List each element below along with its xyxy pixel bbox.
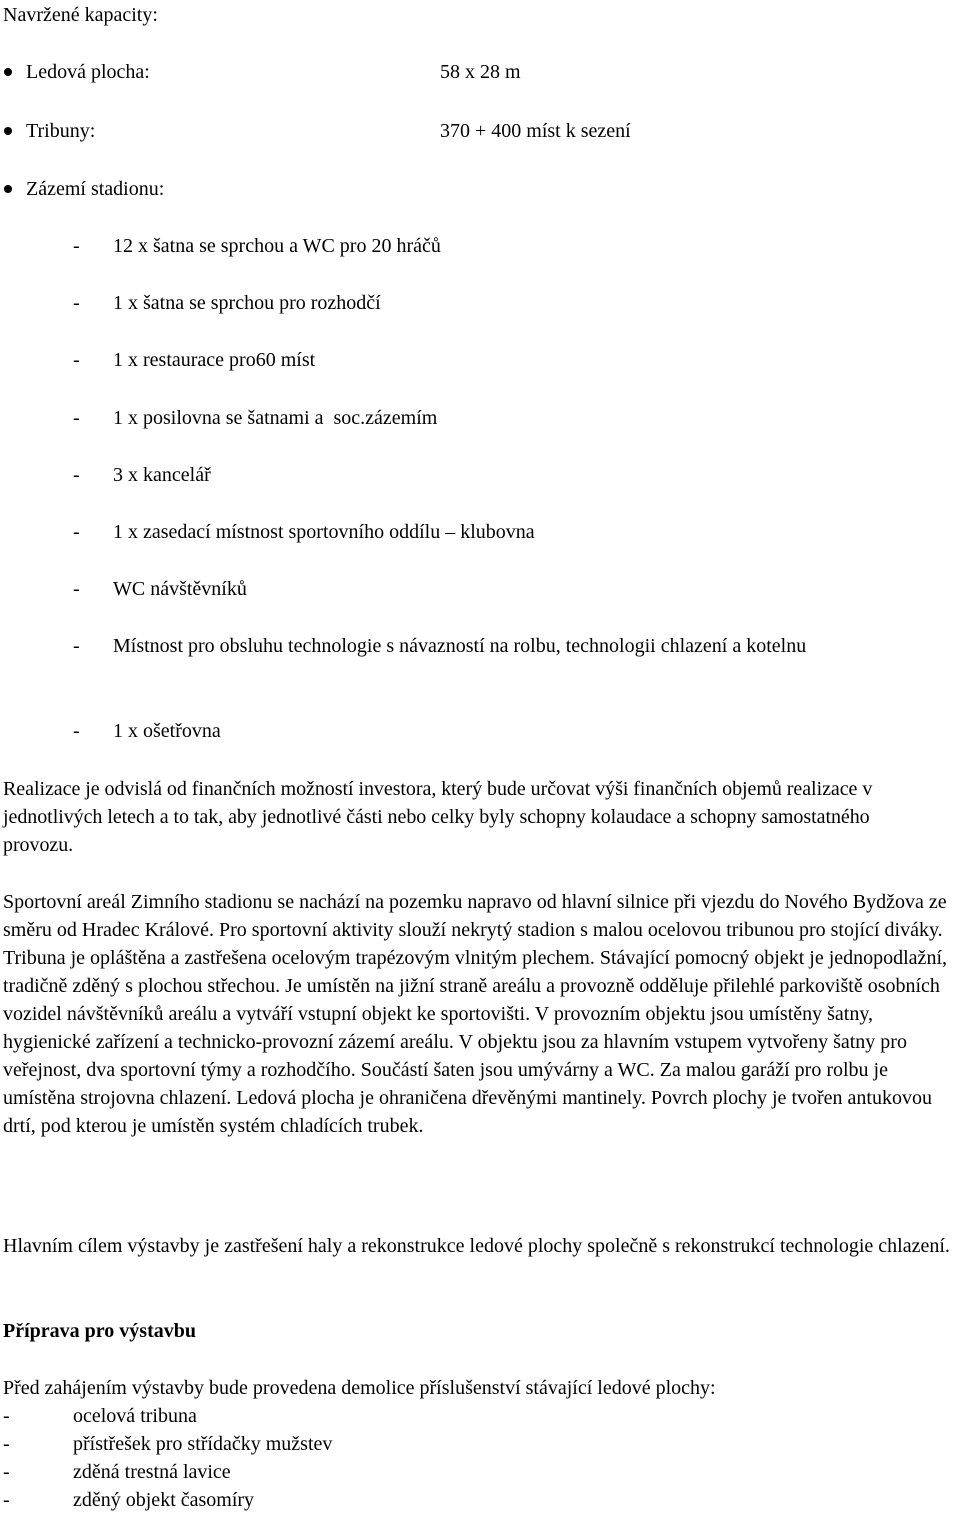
facility-item <box>3 575 958 603</box>
demolition-item <box>3 1402 603 1430</box>
capacity-item-ice-surface <box>3 58 703 86</box>
demolition-text: ocelová tribuna <box>73 1405 197 1427</box>
facility-item <box>3 404 958 432</box>
capacity-item-stands <box>3 117 703 145</box>
dash-marker: - <box>3 1405 10 1427</box>
facility-item <box>3 632 958 688</box>
facility-text: 1 x ošetřovna <box>113 720 221 742</box>
capacity-label: Ledová plocha: <box>26 61 150 83</box>
facility-item <box>3 461 958 489</box>
paragraph-cil: Hlavním cílem výstavby je zastřešení haly a rekonstrukce ledové plochy společně s rekonstrukcí technologie chlazení. <box>3 1235 950 1257</box>
facility-text: 12 x šatna se sprchou a WC pro 20 hráčů <box>113 235 441 257</box>
facility-text: WC návštěvníků <box>113 578 247 600</box>
facility-text: 3 x kancelář <box>113 464 211 486</box>
bullet-icon <box>4 68 12 76</box>
dash-marker: - <box>3 1489 10 1511</box>
facility-text: 1 x posilovna se šatnami a soc.zázemím <box>113 407 438 429</box>
facility-item <box>3 717 958 745</box>
capacities-heading: Navržené kapacity: <box>3 4 158 26</box>
facility-text: 1 x šatna se sprchou pro rozhodčí <box>113 292 381 314</box>
dash-marker: - <box>73 349 80 371</box>
paragraph-areal: Sportovní areál Zimního stadionu se nachází na pozemku napravo od hlavní silnice při vjezdu do Nového Bydžova ze směru od Hradec Králové. Pro sportovní aktivity slouží nekrytý stadion s malou ocelovou tribunou pro stojící diváky. Tribuna je opláštěna a zastřešena ocelovým trapézovým vlnitým plechem. Stávající pomocný objekt je jednopodlažní, tradičně zděný s plochou střechou. Je umístěn na jižní straně areálu a provozně odděluje přilehlé parkoviště osobních vozidel návštěvníků areálu a vytváří vstupní objekt ke sportovišti. V provozním objektu jsou umístěny šatny, hygienické zařízení a technicko-provozní zázemí areálu. V objektu jsou za hlavním vstupem vytvořeny šatny pro veřejnost, dva sportovní týmy a rozhodčího. Součástí šaten jsou umývárny a WC. Za malou garáží pro rolbu je umístěna strojovna chlazení. Ledová plocha je ohraničena dřevěnými mantinely. Povrch plochy je tvořen antukovou drtí, pod kterou je umístěn systém chladících trubek. <box>3 891 947 1137</box>
demolition-item <box>3 1430 603 1458</box>
demolition-text: přístřešek pro střídačky mužstev <box>73 1433 333 1455</box>
capacity-label: Tribuny: <box>26 120 96 142</box>
demolition-text: zděný objekt časomíry <box>73 1489 255 1511</box>
capacity-value: 58 x 28 m <box>440 61 521 83</box>
facility-item <box>3 518 958 546</box>
dash-marker: - <box>73 407 80 429</box>
capacity-item-facilities <box>3 175 703 203</box>
section-title: Příprava pro výstavbu <box>3 1320 196 1342</box>
facility-item <box>3 289 958 317</box>
facility-item <box>3 346 958 374</box>
dash-marker: - <box>73 521 80 543</box>
dash-marker: - <box>73 720 80 742</box>
capacity-label: Zázemí stadionu: <box>26 178 165 200</box>
bullet-icon <box>4 127 12 135</box>
dash-marker: - <box>3 1433 10 1455</box>
dash-marker: - <box>73 235 80 257</box>
dash-marker: - <box>73 464 80 486</box>
facility-text: 1 x restaurace pro60 míst <box>113 349 316 371</box>
dash-marker: - <box>3 1461 10 1483</box>
paragraph-realizace: Realizace je odvislá od finančních možností investora, který bude určovat výši finančních objemů realizace v jednotlivých letech a to tak, aby jednotlivé části nebo celky byly schopny kolaudace a schopny samostatného provozu. <box>3 778 873 856</box>
demolition-item <box>3 1458 603 1486</box>
dash-marker: - <box>73 635 80 657</box>
demolition-item <box>3 1486 603 1514</box>
paragraph-priprava-intro: Před zahájením výstavby bude provedena demolice příslušenství stávající ledové plochy: <box>3 1377 716 1399</box>
capacity-value: 370 + 400 míst k sezení <box>440 120 631 142</box>
facility-text: Místnost pro obsluhu technologie s návazností na rolbu, technologii chlazení a kotelnu <box>113 635 807 657</box>
bullet-icon <box>4 185 12 193</box>
dash-marker: - <box>73 578 80 600</box>
demolition-text: zděná trestná lavice <box>73 1461 231 1483</box>
dash-marker: - <box>73 292 80 314</box>
facility-text: 1 x zasedací místnost sportovního oddílu – klubovna <box>113 521 535 543</box>
facility-item <box>3 232 958 260</box>
